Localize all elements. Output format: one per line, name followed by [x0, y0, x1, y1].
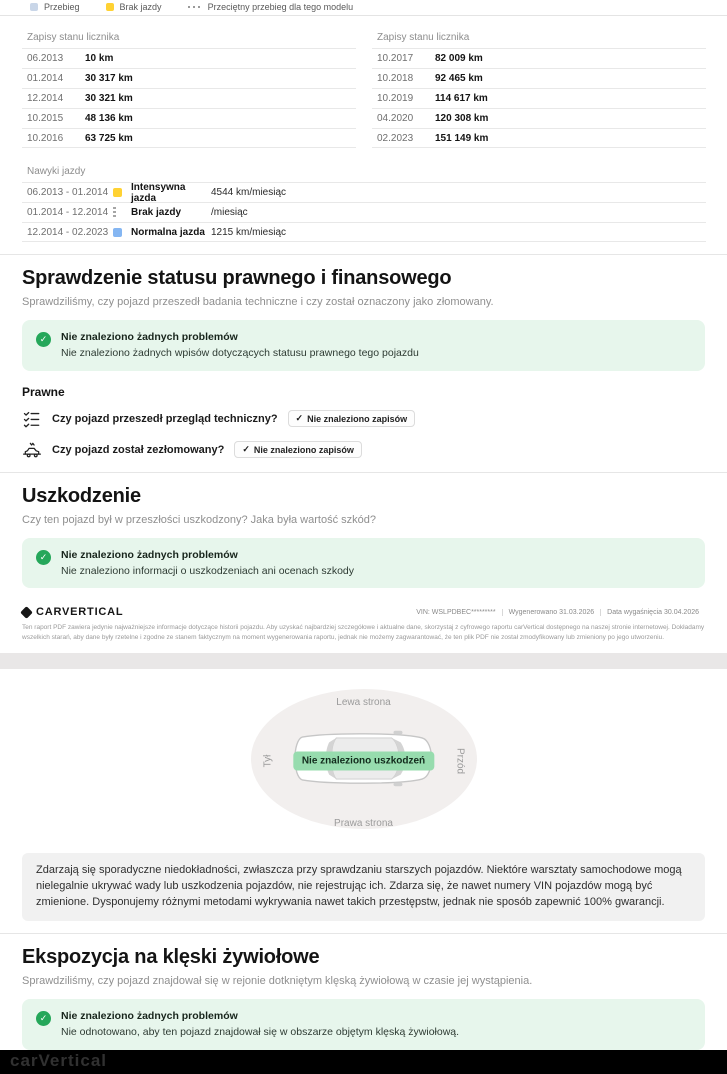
table-row — [372, 48, 706, 68]
odometer-date: 10.2017 — [377, 53, 414, 64]
table-caption: Zapisy stanu licznika — [27, 32, 120, 43]
table-row — [372, 88, 706, 108]
habit-value: 4544 km/miesiąc — [211, 187, 287, 198]
no-problems-banner — [22, 538, 705, 589]
banner-text: Nie odnotowano, aby ten pojazd znajdował się w obszarze objętym klęską żywiołową. — [61, 1026, 460, 1039]
no-problems-banner — [22, 999, 705, 1050]
status-badge — [288, 410, 416, 427]
badge-label: Nie znaleziono zapisów — [253, 444, 354, 455]
odometer-table-right — [372, 26, 706, 148]
checklist-icon — [22, 409, 42, 429]
logo-text: CARVERTICAL — [36, 606, 124, 619]
odometer-value: 10 km — [85, 53, 114, 64]
no-driving-icon — [113, 207, 116, 218]
banner-title: Nie znaleziono żadnych problemów — [61, 331, 238, 343]
table-caption: Zapisy stanu licznika — [377, 32, 470, 43]
chart-legend — [0, 0, 727, 16]
no-problems-banner — [22, 320, 705, 371]
badge-label: Nie znaleziono zapisów — [307, 413, 408, 424]
odometer-value: 114 617 km — [435, 93, 488, 104]
section-subtitle: Sprawdziliśmy, czy pojazd znajdował się w rejonie dotkniętym klęską żywiołową w czasie jej wystąpienia. — [22, 975, 533, 987]
banner-text: Nie znaleziono żadnych wpisów dotyczących statusu prawnego tego pojazdu — [61, 347, 419, 360]
legal-disclaimer: Ten raport PDF zawiera jedynie najważniejsze informacje dotyczące historii pojazdu. Aby uzyskać najbardziej szczegółowe i aktualne dane, skorzystaj z cyfrowego raportu carVertical dostępnego na naszej stronie internetowej. Dokładamy wszelkich starań, aby dane były rzetelne i zgodne ze stanem faktycznym na moment wygenerowania raportu, jednak nie możemy zagwarantować, że ten plik PDF nie został zmodyfikowany lub zmieniony po jego utworzeniu. — [22, 624, 705, 642]
odometer-value: 30 317 km — [85, 73, 133, 84]
check-icon: ✓ — [295, 413, 304, 424]
odometer-date: 10.2018 — [377, 73, 414, 84]
legal-status-section — [0, 255, 727, 460]
legend-label: Brak jazdy — [119, 2, 162, 12]
carvertical-watermark: carVertical — [10, 1050, 108, 1070]
section-title: Uszkodzenie — [22, 484, 141, 507]
section-title: Ekspozycja na klęski żywiołowe — [22, 946, 320, 968]
question-row — [22, 409, 705, 429]
accuracy-disclaimer-box: Zdarzają się sporadyczne niedokładności, zwłaszcza przy sprawdzaniu starszych pojazdów. Niektóre warsztaty samochodowe mogą nielegalnie ukrywać wady lub uszkodzenia pojazdów, nie rejestrując ich. Zdarza się, że nawet numery VIN pojazdów mogą być zmienione. Dysponujemy różnymi metodami wykrywania nawet takich przestępstw, jednak nie sposób zapewnić 100% gwarancji. — [22, 853, 705, 921]
report-footer — [0, 588, 727, 653]
odometer-date: 10.2019 — [377, 93, 414, 104]
odometer-date: 10.2016 — [27, 132, 64, 144]
habit-period: 06.2013 - 01.2014 — [27, 187, 109, 198]
table-row — [372, 108, 706, 128]
odometer-table-left — [22, 26, 356, 148]
habit-period: 01.2014 - 12.2014 — [27, 207, 109, 218]
natural-disaster-section — [0, 934, 727, 1050]
habit-period: 12.2014 - 02.2023 — [27, 226, 109, 238]
odometer-value: 48 136 km — [85, 113, 133, 124]
odometer-value: 82 009 km — [435, 53, 483, 64]
habit-value: 1215 km/miesiąc — [211, 226, 287, 238]
legend-label: Przebieg — [44, 2, 80, 12]
table-row — [22, 108, 356, 128]
subsection-title: Prawne — [22, 384, 65, 399]
section-subtitle: Czy ten pojazd był w przeszłości uszkodzony? Jaka była wartość szkód? — [22, 513, 376, 526]
odometer-tables — [22, 16, 706, 148]
habit-label: Brak jazdy — [131, 207, 182, 218]
odometer-value: 92 465 km — [435, 73, 483, 84]
status-badge — [234, 441, 362, 458]
expiry-date: Data wygaśnięcia 30.04.2026 — [600, 609, 705, 616]
question-text: Czy pojazd został zezłomowany? — [52, 443, 225, 456]
odometer-date: 02.2023 — [377, 132, 414, 144]
table-row — [22, 88, 356, 108]
banner-title: Nie znaleziono żadnych problemów — [61, 1010, 238, 1022]
check-icon: ✓ — [36, 550, 51, 565]
driving-habits-table — [22, 160, 706, 242]
odometer-date: 10.2015 — [27, 113, 64, 124]
habit-label: Intensywna jazda — [131, 181, 186, 204]
no-driving-legend-icon — [106, 3, 114, 11]
logo-icon — [20, 606, 33, 619]
table-row — [22, 128, 356, 148]
odometer-value: 30 321 km — [85, 93, 133, 104]
habit-value: /miesiąc — [211, 207, 248, 218]
table-row — [22, 68, 356, 88]
check-icon: ✓ — [36, 1011, 51, 1026]
table-row — [372, 68, 706, 88]
no-damage-badge: Nie znaleziono uszkodzeń — [293, 752, 434, 771]
legend-item-mileage — [30, 2, 80, 12]
mileage-legend-icon — [30, 3, 38, 11]
damage-section — [0, 473, 727, 589]
average-mileage-legend-icon — [188, 6, 202, 8]
diagram-label-right-side: Prawa strona — [334, 818, 393, 830]
vin-value: VIN: WSLPDBEC********* — [416, 608, 496, 616]
report-page-2 — [0, 669, 727, 1073]
bottom-watermark-bar — [0, 1050, 727, 1074]
habit-label: Normalna jazda — [131, 226, 205, 238]
table-row — [22, 222, 706, 242]
section-title: Sprawdzenie statusu prawnego i finansowego — [22, 267, 452, 289]
banner-text: Nie znaleziono informacji o uszkodzeniach ani ocenach szkody — [61, 564, 354, 577]
table-row — [22, 48, 356, 68]
diagram-label-front: Przód — [454, 748, 465, 775]
odometer-value: 120 308 km — [435, 113, 489, 124]
legend-label: Przeciętny przebieg dla tego modelu — [207, 2, 354, 12]
table-row — [22, 202, 706, 222]
table-row — [372, 128, 706, 148]
question-row — [22, 440, 705, 460]
odometer-value: 151 149 km — [435, 132, 489, 144]
normal-driving-icon — [113, 228, 122, 237]
check-icon: ✓ — [242, 444, 250, 455]
car-damage-diagram — [0, 683, 727, 839]
diagram-label-rear: Tył — [262, 754, 273, 768]
legend-item-average-mileage — [188, 2, 354, 12]
odometer-date: 01.2014 — [27, 73, 64, 84]
report-meta — [410, 609, 705, 616]
check-icon: ✓ — [36, 332, 51, 347]
page-separator — [0, 653, 727, 669]
scrapped-car-icon — [22, 440, 42, 460]
generated-date: Wygenerowano 31.03.2026 — [502, 609, 601, 616]
banner-title: Nie znaleziono żadnych problemów — [61, 548, 238, 561]
table-row — [22, 182, 706, 202]
odometer-date: 06.2013 — [27, 53, 64, 64]
legend-item-no-driving — [106, 2, 162, 12]
odometer-value: 63 725 km — [85, 132, 133, 144]
question-text: Czy pojazd przeszedł przegląd techniczny? — [52, 412, 278, 425]
diagram-label-left-side: Lewa strona — [336, 697, 391, 709]
carvertical-logo — [22, 606, 123, 618]
odometer-date: 12.2014 — [27, 93, 64, 104]
section-subtitle: Sprawdziliśmy, czy pojazd przeszedł badania techniczne i czy został oznaczony jako złomowany. — [22, 296, 494, 308]
intense-driving-icon — [113, 188, 122, 197]
table-caption: Nawyki jazdy — [27, 166, 86, 177]
odometer-date: 04.2020 — [377, 113, 414, 124]
